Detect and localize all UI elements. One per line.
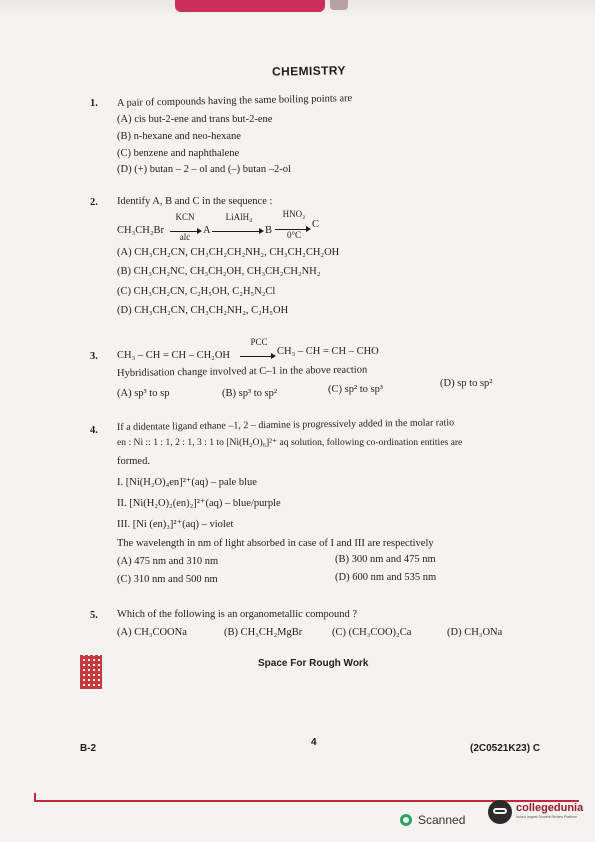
reagent-alc: alc [179,232,191,242]
question-number-3: 3. [90,351,98,362]
reagent-pcc: PCC [250,337,268,347]
question-4-option-a: (A) 475 nm and 310 nm [117,556,219,567]
question-1-stem: A pair of compounds having the same boiling points are [116,93,353,109]
page-title: CHEMISTRY [271,63,346,79]
collegedunia-logo-icon [488,800,512,824]
question-4-stem-line-3: formed. [117,456,150,467]
question-4-item-2: II. [Ni(H₂O)₂(en)₂]²⁺(aq) – blue/purple [117,498,281,509]
qr-code-icon [80,655,102,689]
brand-tagline: India's largest Student Review Platform [516,815,577,819]
scanned-watermark [400,813,465,827]
question-3-option-b: (B) sp³ to sp² [222,388,278,399]
arrow-1 [170,226,202,236]
paper-code: (2C0521K23) C [470,743,541,754]
question-4-option-b: (B) 300 nm and 475 nm [335,554,436,565]
question-5-option-a: (A) CH₃COONa [117,627,187,638]
question-number-1: 1. [90,98,98,109]
top-pink-mark [330,0,348,10]
question-number-5: 5. [90,610,98,621]
question-4-item-1: I. [Ni(H₂O)₄en]²⁺(aq) – pale blue [117,477,257,488]
question-1-option-a: (A) cis but-2-ene and trans but-2-ene [117,114,273,125]
question-3-option-c: (C) sp² to sp³ [328,384,384,395]
scanned-label: Scanned [418,813,466,827]
reagent-0c: 0°C [286,230,302,240]
rough-work-label: Space For Rough Work [258,658,369,669]
question-2-option-c: (C) CH₃CH₂CN, C₂H₅OH, C₂H₅N₂Cl [117,286,276,297]
question-3-reactant: CH₃ – CH = CH – CH₂OH [117,350,231,361]
question-1-option-b: (B) n-hexane and neo-hexane [117,131,241,142]
question-3-option-d: (D) sp to sp² [440,378,493,389]
question-2-stem: Identify A, B and C in the sequence : [117,196,273,207]
arrow-3 [275,224,311,234]
question-4-stem-line-2: en : Ni :: 1 : 1, 2 : 1, 3 : 1 to [Ni(H₂O)₆]²⁺ aq solution, following co-ordination entities are [117,437,463,448]
scanner-icon [400,814,412,826]
question-5-option-b: (B) CH₃CH₂MgBr [224,627,303,638]
reagent-hno2: HNO₂ [282,209,306,219]
question-5-option-d: (D) CH₃ONa [447,627,503,638]
question-2-option-d: (D) CH₃CH₂CN, CH₃CH₂NH₂, C₂H₅OH [117,305,289,316]
booklet-code: B-2 [80,743,97,754]
question-1-option-d: (D) (+) butan – 2 – ol and (–) butan –2-ol [117,164,291,175]
top-pink-tab [175,0,325,12]
question-1-option-c: (C) benzene and naphthalene [117,148,240,159]
question-3-stem: Hybridisation change involved at C–1 in the above reaction [116,364,368,379]
product-a: A [203,225,211,236]
question-4-option-c: (C) 310 nm and 500 nm [117,574,218,585]
question-2-option-a: (A) CH₃CH₂CN, CH₃CH₂CH₂NH₂, CH₃CH₂CH₂OH [117,247,340,258]
product-b: B [265,225,273,236]
question-4-stem-line-1: If a didentate ligand ethane –1, 2 – diamine is progressively added in the molar ratio [116,417,455,433]
arrow-pcc [240,351,276,361]
reaction-start: CH₃CH₂Br [117,225,164,236]
page-number: 4 [311,737,317,748]
question-number-4: 4. [90,425,98,436]
product-c: C [312,219,320,230]
question-4-item-3: III. [Ni (en)₃]²⁺(aq) – violet [117,519,234,530]
reagent-kcn: KCN [175,212,195,222]
question-4-question: The wavelength in nm of light absorbed in case of I and III are respectively [117,538,434,549]
brand-name: collegedunia [516,802,584,814]
reagent-lialh4: LiAlH₄ [225,212,253,222]
top-band [0,0,595,14]
arrow-2 [212,226,264,236]
question-2-option-b: (B) CH₃CH₂NC, CH₃CH₂OH, CH₃CH₂CH₂NH₂ [117,266,321,277]
question-3-option-a: (A) sp³ to sp [117,388,170,399]
question-number-2: 2. [90,197,98,208]
question-5-option-c: (C) (CH₃COO)₂Ca [332,627,412,638]
question-4-option-d: (D) 600 nm and 535 nm [335,572,437,583]
question-3-product: CH₃ – CH = CH – CHO [277,346,379,357]
question-5-stem: Which of the following is an organometallic compound ? [117,609,358,620]
